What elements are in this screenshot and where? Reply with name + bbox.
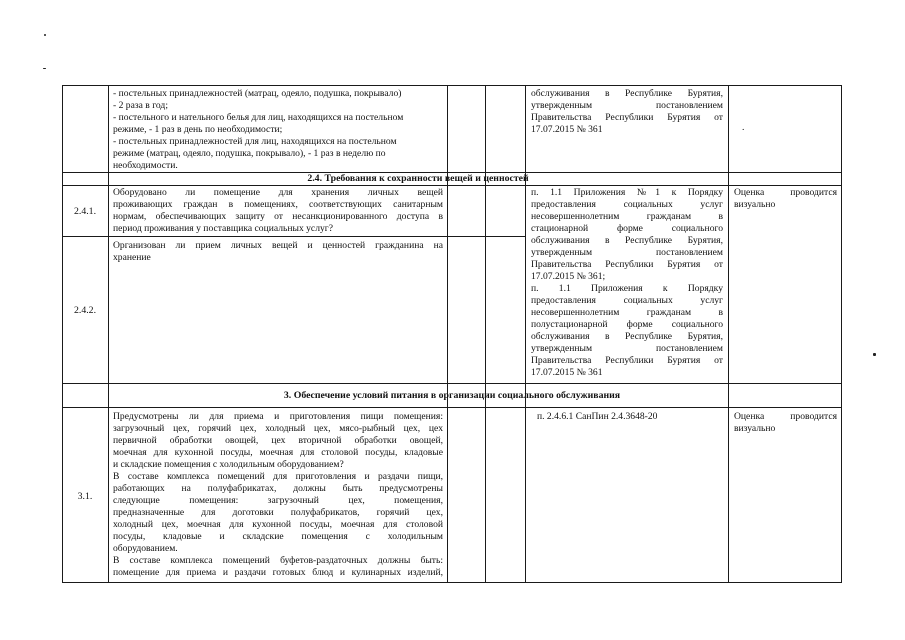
text-line: обслуживания в Республике Бурятия, bbox=[531, 331, 723, 342]
text-line: Правительства Республики Бурятия от bbox=[531, 355, 723, 366]
text-line: холодный цех, моечная для кухонной посуды, моечная для столовой bbox=[113, 519, 443, 530]
scan-speck-right bbox=[873, 353, 876, 356]
col-divider-question bbox=[447, 85, 448, 582]
row-divider-section-2-4-bottom bbox=[62, 185, 842, 186]
text-line: визуально bbox=[734, 199, 776, 210]
continuation-question-text bbox=[113, 88, 443, 172]
text-line: предназначенные для доготовки полуфабрикатов, горячий цех, bbox=[113, 507, 443, 518]
question-3-1 bbox=[113, 411, 443, 579]
text-line: период проживания у поставщика социальных услуг? bbox=[113, 223, 333, 234]
text-line: хранение bbox=[113, 252, 151, 263]
col-divider-number bbox=[108, 85, 109, 582]
scan-speck-top bbox=[44, 34, 46, 36]
col-divider-no bbox=[525, 85, 526, 582]
scan-speck-left bbox=[43, 68, 46, 69]
text-line: В составе комплекса помещений для приготовления и раздачи пищи, bbox=[113, 471, 443, 482]
text-line: посуды, кладовые и складские помещения с холодильным bbox=[113, 531, 443, 542]
text-line: обслуживания в Республике Бурятия, bbox=[531, 88, 723, 99]
section-2-4-reference bbox=[531, 187, 723, 379]
text-line: помещение для приема и раздачи готовых блюд и кулинарных изделий, bbox=[113, 567, 443, 578]
question-2-4-2 bbox=[113, 240, 443, 264]
col-divider-reference bbox=[728, 85, 729, 582]
table-border-left bbox=[62, 85, 63, 582]
text-line: оборудованием. bbox=[113, 543, 178, 554]
text-line: утвержденным постановлением bbox=[531, 247, 723, 258]
text-line: утвержденным постановлением bbox=[531, 343, 723, 354]
text-line: режиме, - 1 раз в день по необходимости; bbox=[113, 124, 283, 135]
text-line: моечная для кухонной посуды, моечная для столовой посуды, кладовые bbox=[113, 447, 443, 458]
text-line: нормам, обеспечивающих защиту от несанкционированного доступа в bbox=[113, 211, 443, 222]
col-divider-yes bbox=[485, 85, 486, 582]
text-line: - постельных принадлежностей (матрац, одеяло, подушка, покрывало) bbox=[113, 88, 402, 99]
text-line: Правительства Республики Бурятия от bbox=[531, 112, 723, 123]
row-number-2-4-1: 2.4.1. bbox=[73, 206, 97, 217]
row-number-2-4-2: 2.4.2. bbox=[73, 305, 97, 316]
text-line: предоставления социальных услуг bbox=[531, 295, 723, 306]
text-line: - 2 раза в год; bbox=[113, 100, 168, 111]
continuation-reference-text bbox=[531, 88, 723, 136]
text-line: стационарной форме социального bbox=[531, 223, 723, 234]
text-line: 17.07.2015 № 361; bbox=[531, 271, 606, 282]
text-line: п. 1.1 Приложения к Порядку bbox=[531, 283, 723, 294]
text-line: - постельных принадлежностей для лиц, находящихся на постельном bbox=[113, 136, 397, 147]
text-line: Оценка проводится bbox=[734, 411, 837, 422]
text-line: первичной обработки овощей, цех вторичной обработки овощей, bbox=[113, 435, 443, 446]
text-line: полустационарной форме социального bbox=[531, 319, 723, 330]
text-line: 17.07.2015 № 361 bbox=[531, 124, 603, 135]
text-line: и складские помещения с холодильным оборудованием? bbox=[113, 459, 344, 470]
table-border-bottom bbox=[62, 582, 842, 583]
text-line: Предусмотрены ли для приема и приготовления пищи помещения: bbox=[113, 411, 443, 422]
text-line: предоставления социальных услуг bbox=[531, 199, 723, 210]
text-line: Правительства Республики Бурятия от bbox=[531, 259, 723, 270]
text-line: проживающих граждан в помещениях, соответствующих санитарным bbox=[113, 199, 443, 210]
reference-3-1: п. 2.4.6.1 СанПин 2.4.3648-20 bbox=[537, 411, 658, 422]
text-line: Организован ли прием личных вещей и ценностей гражданина на bbox=[113, 240, 443, 251]
section-3-title: 3. Обеспечение условий питания в организации социального обслуживания bbox=[283, 390, 621, 401]
table-border-right bbox=[841, 85, 842, 582]
text-line: режиме (матрац, одеяло, подушка, покрывало), - 1 раз в неделю по bbox=[113, 148, 386, 159]
text-line: загрузочный цех, горячий цех, холодный цех, мясо-рыбный цех, цех bbox=[113, 423, 443, 434]
text-line: обслуживания в Республике Бурятия, bbox=[531, 235, 723, 246]
text-line: В составе комплекса помещений буфетов-раздаточных должны быть: bbox=[113, 555, 443, 566]
text-line: несовершеннолетним гражданам в bbox=[531, 307, 723, 318]
text-line: несовершеннолетним гражданам в bbox=[531, 211, 723, 222]
text-line: необходимости. bbox=[113, 160, 178, 171]
text-line: утвержденным постановлением bbox=[531, 100, 723, 111]
row-divider-2-4-1 bbox=[62, 236, 526, 237]
text-line: следующие помещения: загрузочный цех, помещения, bbox=[113, 495, 443, 506]
note-3-1 bbox=[734, 411, 837, 435]
text-line: Оборудовано ли помещение для хранения личных вещей bbox=[113, 187, 443, 198]
table-border-top bbox=[62, 85, 842, 86]
text-line: визуально bbox=[734, 423, 776, 434]
text-line: п. 1.1 Приложения №1 к Порядку bbox=[531, 187, 723, 198]
text-line: - постельного и нательного белья для лиц, находящихся на постельном bbox=[113, 112, 404, 123]
row-divider-section-3-bottom bbox=[62, 407, 842, 408]
continuation-note-mark: . bbox=[742, 122, 745, 133]
text-line: 17.07.2015 № 361 bbox=[531, 367, 603, 378]
row-divider-section-3-top bbox=[62, 383, 842, 384]
question-2-4-1 bbox=[113, 187, 443, 235]
text-line: Оценка проводится bbox=[734, 187, 837, 198]
text-line: работающих на полуфабрикатах, должны быть предусмотрены bbox=[113, 483, 443, 494]
section-2-4-note bbox=[734, 187, 837, 211]
section-2-4-title: 2.4. Требования к сохранности вещей и ценностей bbox=[307, 173, 529, 184]
row-number-3-1: 3.1. bbox=[77, 491, 93, 502]
